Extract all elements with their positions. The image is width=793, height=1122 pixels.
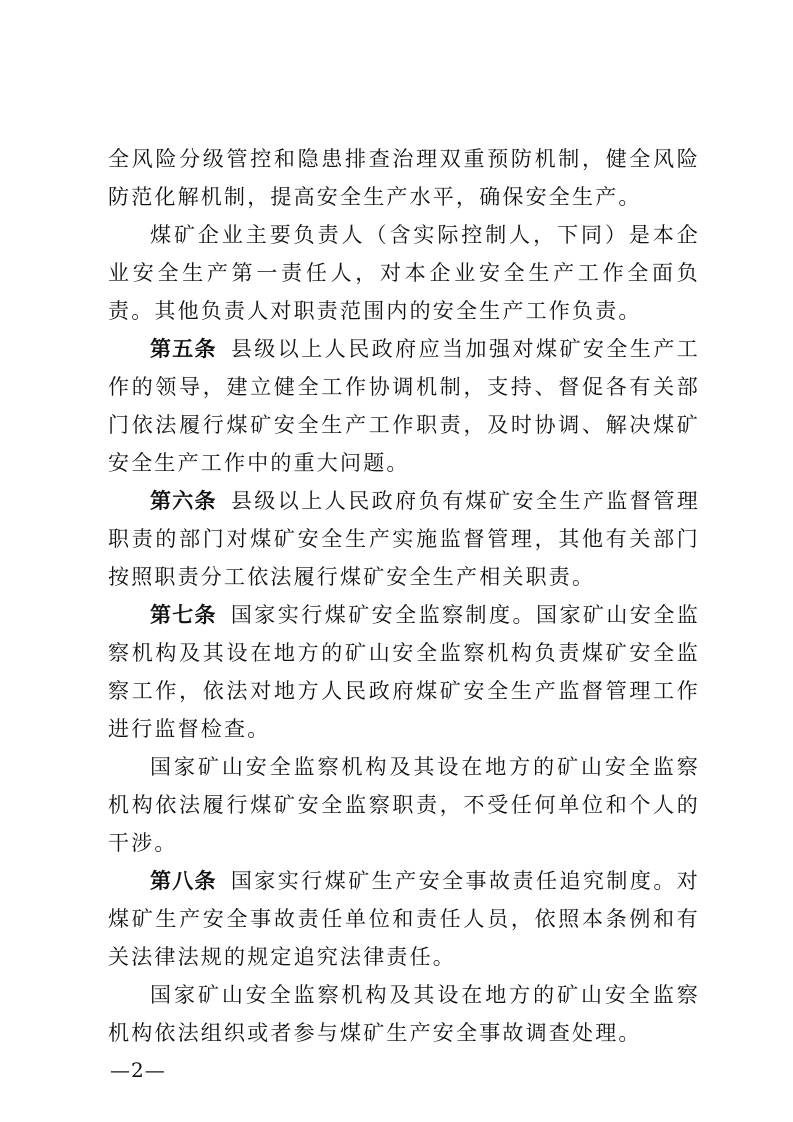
article-heading: 第八条: [150, 869, 217, 893]
paragraph-text: 县级以上人民政府负有煤矿安全生产监督管理职责的部门对煤矿安全生产实施监督管理，其他有关部门按照职责分工依法履行煤矿安全生产相关职责。: [108, 489, 701, 589]
article-heading: 第六条: [150, 489, 217, 513]
article-heading: 第七条: [150, 603, 217, 627]
paragraph-6: [108, 748, 700, 862]
paragraph-text: 全风险分级管控和隐患排查治理双重预防机制，健全风险防范化解机制，提高安全生产水平，确保安全生产。: [108, 147, 700, 209]
document-body: [108, 140, 700, 1052]
paragraph-8: [108, 976, 700, 1052]
article-8: [108, 862, 700, 976]
paragraph-text: 国家实行煤矿生产安全事故责任追究制度。对煤矿生产安全事故责任单位和责任人员，依照本条例和有关法律法规的规定追究法律责任。: [108, 869, 701, 969]
article-5: [108, 330, 700, 482]
page-number: —2—: [110, 1058, 166, 1082]
paragraph-1: [108, 140, 700, 216]
article-heading: 第五条: [150, 337, 217, 361]
paragraph-text: 县级以上人民政府应当加强对煤矿安全生产工作的领导，建立健全工作协调机制，支持、督促各有关部门依法履行煤矿安全生产工作职责，及时协调、解决煤矿安全生产工作中的重大问题。: [108, 337, 701, 475]
paragraph-text: 国家实行煤矿安全监察制度。国家矿山安全监察机构及其设在地方的矿山安全监察机构负责煤矿安全监察工作，依法对地方人民政府煤矿安全生产监督管理工作进行监督检查。: [108, 603, 701, 741]
paragraph-2: [108, 216, 700, 330]
paragraph-text: 国家矿山安全监察机构及其设在地方的矿山安全监察机构依法履行煤矿安全监察职责，不受任何单位和个人的干涉。: [108, 755, 700, 855]
article-6: [108, 482, 700, 596]
article-7: [108, 596, 700, 748]
paragraph-text: 国家矿山安全监察机构及其设在地方的矿山安全监察机构依法组织或者参与煤矿生产安全事故调查处理。: [108, 983, 700, 1045]
paragraph-text: 煤矿企业主要负责人（含实际控制人，下同）是本企业安全生产第一责任人，对本企业安全生产工作全面负责。其他负责人对职责范围内的安全生产工作负责。: [108, 223, 700, 323]
